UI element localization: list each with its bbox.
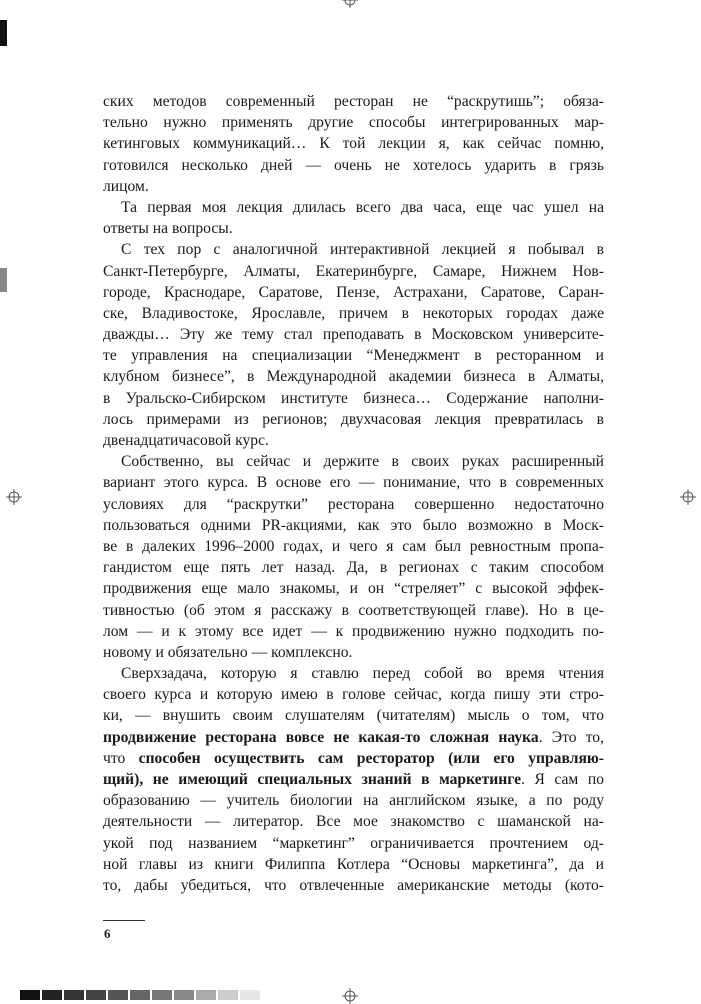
body-text <box>103 91 604 896</box>
text-segment: новому и обязательно — комплексно. <box>103 643 353 661</box>
text-line <box>103 451 604 472</box>
text-segment: ответы на вопросы. <box>103 220 233 238</box>
text-line <box>103 155 604 176</box>
text-line <box>103 176 604 197</box>
text-segment: двенадцатичасовой курс. <box>103 432 269 449</box>
text-segment: клубном бизнесе”, в Международной академии бизнеса в Алматы, <box>103 368 604 386</box>
color-swatch <box>152 990 172 1000</box>
text-segment: ной главы из книги Филиппа Котлера “Основы маркетинга”, да и <box>103 855 604 873</box>
text-segment: то, дабы убедиться, что отвлеченные американские методы (кото- <box>103 876 604 894</box>
text-segment: лицом. <box>103 177 149 195</box>
text-line <box>103 536 604 557</box>
text-segment: укой под названием “маркетинг” ограничивается прочтением од- <box>103 834 604 852</box>
crop-mark-right-icon <box>680 489 696 505</box>
text-segment: что <box>103 749 139 767</box>
text-segment: гандистом еще пять лет назад. Да, в регионах с таким способом <box>103 559 604 577</box>
text-segment: Собственно, вы сейчас и держите в своих руках расширенный <box>121 453 604 471</box>
color-calibration-bar <box>20 990 262 1000</box>
color-swatch <box>42 990 62 1000</box>
crop-mark-left-icon <box>6 489 22 505</box>
page-number: 6 <box>104 926 111 941</box>
text-line <box>103 91 604 112</box>
text-line <box>103 197 604 218</box>
text-segment: тивностью (об этом я расскажу в соответствующей главе). Но в це- <box>103 601 604 619</box>
text-line <box>103 663 604 684</box>
text-segment: образованию — учитель биологии на английском языке, а по роду <box>103 792 604 810</box>
registration-bar-gray <box>0 268 7 292</box>
crop-mark-bottom-icon <box>342 988 358 1004</box>
text-line <box>103 472 604 493</box>
bold-text: продвижение ресторана вовсе не какая-то сложная наука <box>103 728 539 746</box>
text-line <box>103 833 604 854</box>
text-line <box>103 557 604 578</box>
text-segment: пользоваться одними PR-акциями, как это было возможно в Моск- <box>103 516 604 534</box>
text-line <box>103 854 604 875</box>
footer-rule <box>103 920 145 921</box>
text-segment: городе, Краснодаре, Саратове, Пензе, Астрахани, Саратове, Саран- <box>103 283 604 301</box>
text-line <box>103 303 604 324</box>
text-segment: Сверхзадача, которую я ставлю перед собой во время чтения <box>121 665 604 683</box>
text-segment: ки, — внушить своим слушателям (читателям) мысль о том, что <box>103 707 604 725</box>
text-segment: продвижения еще мало знакомы, и он “стреляет” с высокой эффек- <box>103 580 604 598</box>
text-line <box>103 727 604 748</box>
bold-text: способен осуществить сам ресторатор (или его управляю- <box>138 749 604 767</box>
text-segment: своего курса и которую имею в голове сейчас, когда пишу эти стро- <box>103 686 604 704</box>
color-swatch <box>86 990 106 1000</box>
color-swatch <box>20 990 40 1000</box>
crop-mark-top-icon <box>342 0 358 8</box>
color-swatch <box>130 990 150 1000</box>
bold-text: щий), не имеющий специальных знаний в маркетинге <box>103 771 522 788</box>
text-segment: ске, Владивостоке, Ярославле, причем в некоторых городах даже <box>103 304 604 322</box>
text-segment: лось примерами из регионов; двухчасовая лекция превратилась в <box>103 410 604 428</box>
text-line <box>103 578 604 599</box>
text-segment: лом — и к этому все идет — к продвижению нужно подходить по- <box>103 622 604 640</box>
text-segment: дважды… Эту же тему стал преподавать в Московском университе- <box>103 326 604 344</box>
color-swatch <box>240 990 260 1000</box>
text-line <box>103 811 604 832</box>
text-line <box>103 430 604 451</box>
color-swatch <box>218 990 238 1000</box>
text-segment: ских методов современный ресторан не “раскрутишь”; обяза- <box>103 93 604 110</box>
text-segment: С тех пор с аналогичной интерактивной лекцией я побывал в <box>121 241 604 259</box>
text-segment: Та первая моя лекция длилась всего два часа, еще час ушел на <box>121 198 604 216</box>
text-segment: деятельности — литератор. Все мое знакомство с шаманской на- <box>103 813 604 831</box>
text-segment: тельно нужно применять другие способы интегрированных мар- <box>103 114 604 132</box>
text-line <box>103 261 604 282</box>
registration-bar-black <box>0 20 7 46</box>
text-line <box>103 642 604 663</box>
text-segment: условиях для “раскрутки” ресторана совершенно недостаточно <box>103 495 604 513</box>
text-line <box>103 218 604 239</box>
text-segment: . Я сам по <box>521 771 604 788</box>
text-line <box>103 345 604 366</box>
text-line <box>103 366 604 387</box>
text-line <box>103 875 604 896</box>
text-line <box>103 409 604 430</box>
text-line <box>103 282 604 303</box>
text-line <box>103 748 604 769</box>
text-line <box>103 133 604 154</box>
text-line <box>103 388 604 409</box>
text-segment: готовился несколько дней — очень не хотелось ударить в грязь <box>103 156 604 174</box>
color-swatch <box>196 990 216 1000</box>
color-swatch <box>108 990 128 1000</box>
text-line <box>103 705 604 726</box>
text-line <box>103 684 604 705</box>
text-segment: ве в далеких 1996–2000 годах, и чего я сам был ревностным пропа- <box>103 537 604 555</box>
text-line <box>103 239 604 260</box>
text-segment: вариант этого курса. В основе его — понимание, что в современных <box>103 474 604 492</box>
text-line <box>103 600 604 621</box>
text-line <box>103 769 604 790</box>
text-line <box>103 324 604 345</box>
color-swatch <box>64 990 84 1000</box>
text-segment: те управления на специализации “Менеджмент в ресторанном и <box>103 347 604 365</box>
text-segment: в Уральско-Сибирском институте бизнеса… Содержание наполни- <box>103 389 604 407</box>
text-line <box>103 790 604 811</box>
text-segment: кетинговых коммуникаций… К той лекции я, как сейчас помню, <box>103 135 604 153</box>
text-segment: . Это то, <box>538 728 604 746</box>
text-segment: Санкт-Петербурге, Алматы, Екатеринбурге, Самаре, Нижнем Нов- <box>103 262 604 280</box>
text-line <box>103 621 604 642</box>
text-line <box>103 112 604 133</box>
color-swatch <box>174 990 194 1000</box>
text-line <box>103 494 604 515</box>
text-line <box>103 515 604 536</box>
